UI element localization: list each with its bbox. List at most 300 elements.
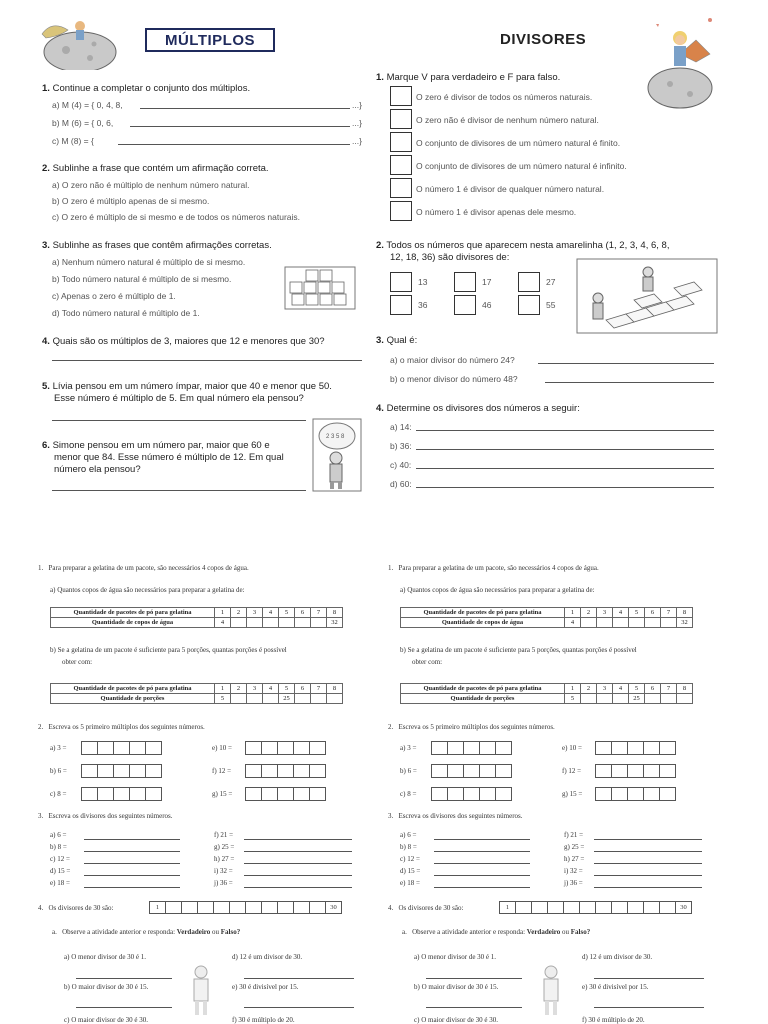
answer-line[interactable]	[594, 839, 702, 840]
answer-line[interactable]	[434, 851, 530, 852]
ws-q2-f: f) 12 =	[212, 767, 232, 775]
option-checkbox[interactable]	[454, 295, 476, 315]
ws-q2	[388, 723, 555, 731]
table-cell: 25	[279, 694, 295, 704]
ws-q1-b: b) Se a gelatina de um pacote é suficiente para 5 porções, quantas porções é possível	[400, 646, 637, 654]
table-cell: 3	[247, 608, 263, 618]
vf-item: O número 1 é divisor de qualquer número natural.	[416, 184, 605, 194]
table-cell: 3	[247, 684, 263, 694]
answer-line[interactable]	[434, 875, 530, 876]
ws-q1-a: a) Quantos copos de água são necessários para preparar a gelatina de:	[400, 586, 595, 594]
ws-q3-h: h) 27 =	[214, 855, 235, 863]
table-cell: 7	[661, 608, 677, 618]
option-13: 13	[418, 277, 428, 287]
q-text: Escreva os 5 primeiro múltiplos dos seguintes números.	[48, 723, 205, 731]
answer-line[interactable]	[52, 490, 306, 491]
vf-checkbox[interactable]	[390, 155, 412, 175]
tf-item: f) 30 é múltiplo de 20.	[582, 1016, 645, 1024]
ws-q3-b: b) 8 =	[50, 843, 67, 851]
divisors-of-30-boxes[interactable]	[150, 901, 342, 914]
vf-checkbox[interactable]	[390, 109, 412, 129]
divisores-q1	[376, 72, 560, 83]
option-27: 27	[546, 277, 556, 287]
vf-checkbox[interactable]	[390, 132, 412, 152]
bold-falso: Falso?	[570, 928, 591, 936]
q-text: Simone pensou em um número par, maior que 60 e	[52, 440, 270, 451]
divisores-q4	[376, 403, 580, 414]
q4-a: a) 14:	[390, 422, 412, 432]
answer-line[interactable]	[434, 887, 530, 888]
svg-text:2 3 5 8: 2 3 5 8	[326, 434, 345, 440]
divisores-q2	[376, 240, 669, 251]
q-text: Escreva os divisores dos seguintes números.	[398, 812, 523, 820]
ws-q1	[38, 564, 249, 572]
last-divisor: 30	[325, 901, 342, 914]
table-cell: 2	[231, 684, 247, 694]
table-cell: 7	[661, 684, 677, 694]
answer-line[interactable]	[434, 863, 530, 864]
child-illustration	[538, 962, 564, 1024]
item-letter: a.	[52, 928, 57, 936]
multiplos-q5	[42, 381, 332, 392]
answer-line[interactable]	[52, 420, 306, 421]
table-input-cell[interactable]	[279, 618, 295, 628]
tf-item: a) O menor divisor de 30 é 1.	[64, 953, 147, 961]
answer-line[interactable]	[84, 863, 180, 864]
q1-c-end: ...}	[352, 136, 362, 146]
table-input-cell[interactable]	[645, 694, 661, 704]
ws-q3-e: e) 18 =	[50, 879, 70, 887]
answer-line[interactable]	[594, 978, 704, 979]
table-cell: 8	[677, 608, 693, 618]
table-cell: 25	[629, 694, 645, 704]
answer-boxes[interactable]	[432, 787, 512, 801]
vf-checkbox[interactable]	[390, 201, 412, 221]
q1-c: c) M (8) = {	[52, 136, 94, 146]
q-number: 3.	[42, 240, 50, 251]
table-input-cell[interactable]	[263, 618, 279, 628]
multiplos-title: MÚLTIPLOS	[145, 28, 275, 52]
answer-line[interactable]	[416, 487, 714, 488]
q-number: 4.	[388, 904, 394, 912]
ws-q3-j: j) 36 =	[564, 879, 583, 887]
answer-line[interactable]	[594, 887, 702, 888]
answer-boxes[interactable]	[432, 741, 512, 755]
q2-c[interactable]: c) O zero é múltiplo de si mesmo e de todos os números naturais.	[52, 212, 301, 222]
q-number: 2.	[376, 240, 384, 251]
ws-q3-d: d) 15 =	[50, 867, 71, 875]
ws-q3-f: f) 21 =	[564, 831, 584, 839]
vf-item: O número 1 é divisor apenas dele mesmo.	[416, 207, 577, 217]
table-cell: 7	[311, 684, 327, 694]
multiplos-q3	[42, 240, 272, 251]
bold-verdadeiro: Verdadeiro	[176, 928, 211, 936]
q-text: Todos os números que aparecem nesta amarelinha (1, 2, 3, 4, 6, 8,	[386, 240, 670, 251]
instruction: Observe a atividade anterior e responda:	[62, 928, 176, 936]
option-checkbox[interactable]	[518, 272, 540, 292]
q2-text2: 12, 18, 36) são divisores de:	[390, 252, 510, 263]
q-text: Qual é:	[386, 335, 418, 346]
table-input-cell[interactable]	[327, 694, 343, 704]
tf-item: d) 12 é um divisor de 30.	[232, 953, 303, 961]
option-checkbox[interactable]	[518, 295, 540, 315]
tf-item: b) O maior divisor de 30 é 15.	[64, 983, 149, 991]
table-cell: 3	[597, 608, 613, 618]
q3-a[interactable]: a) Nenhum número natural é múltiplo de si mesmo.	[52, 257, 246, 267]
little-prince-illustration-right	[636, 10, 722, 110]
q-text: Escreva os 5 primeiro múltiplos dos seguintes números.	[398, 723, 555, 731]
tf-item: b) O maior divisor de 30 é 15.	[414, 983, 499, 991]
answer-line[interactable]	[416, 468, 714, 469]
table-input-cell[interactable]	[645, 618, 661, 628]
table-input-cell[interactable]	[581, 694, 597, 704]
option-checkbox[interactable]	[390, 272, 412, 292]
answer-line[interactable]	[416, 449, 714, 450]
q-number: 2.	[388, 723, 394, 731]
answer-line[interactable]	[594, 875, 702, 876]
tf-item: e) 30 é divisível por 15.	[232, 983, 299, 991]
table-cell: 4	[263, 608, 279, 618]
instruction: Observe a atividade anterior e responda:	[412, 928, 526, 936]
ws-q3-i: i) 32 =	[214, 867, 233, 875]
ws-q3-i: i) 32 =	[564, 867, 583, 875]
answer-boxes[interactable]	[596, 764, 676, 778]
table-input-cell[interactable]	[231, 618, 247, 628]
ws-q3-f: f) 21 =	[214, 831, 234, 839]
q-number: 1.	[38, 564, 44, 572]
table-input-cell[interactable]	[661, 694, 677, 704]
vf-checkbox[interactable]	[390, 86, 412, 106]
multiplos-q4	[42, 336, 325, 347]
ws-q3-d: d) 15 =	[400, 867, 421, 875]
table-cell: 6	[645, 608, 661, 618]
gelatina-porcoes-table	[50, 683, 343, 704]
ws-q3-g: g) 25 =	[564, 843, 585, 851]
table-cell: 1	[215, 684, 231, 694]
q-text: Marque V para verdadeiro e F para falso.	[386, 72, 561, 83]
hopscotch-illustration	[576, 258, 718, 334]
q-number: 2.	[42, 163, 50, 174]
ws-q2-b: b) 6 =	[400, 767, 417, 775]
ws-q4-a	[402, 928, 590, 936]
child-illustration	[188, 962, 214, 1024]
answer-line[interactable]	[84, 875, 180, 876]
answer-line[interactable]	[52, 360, 362, 361]
table-cell: 8	[327, 608, 343, 618]
answer-line[interactable]	[76, 978, 172, 979]
q-number: 6.	[42, 440, 50, 451]
gelatina-copos-table	[50, 607, 343, 628]
table-header: Quantidade de porções	[51, 694, 215, 704]
vf-checkbox[interactable]	[390, 178, 412, 198]
table-cell: 5	[565, 694, 581, 704]
option-36: 36	[418, 300, 428, 310]
table-input-cell[interactable]	[231, 694, 247, 704]
table-cell: 1	[565, 684, 581, 694]
answer-line[interactable]	[244, 851, 352, 852]
answer-line[interactable]	[426, 978, 522, 979]
worksheet-column-right	[388, 560, 728, 1024]
table-input-cell[interactable]	[295, 694, 311, 704]
table-cell: 1	[215, 608, 231, 618]
ws-q1-b2: obter com:	[62, 658, 93, 666]
ws-q2-c: c) 8 =	[50, 790, 67, 798]
vf-item: O zero é divisor de todos os números naturais.	[416, 92, 593, 102]
divisores-title: DIVISORES	[500, 31, 587, 48]
table-header: Quantidade de pacotes de pó para gelatina	[51, 684, 215, 694]
answer-boxes[interactable]	[82, 741, 162, 755]
q2-a[interactable]: a) O zero não é múltiplo de nenhum número natural.	[52, 180, 250, 190]
table-cell: 2	[581, 684, 597, 694]
worksheet-column-left	[38, 560, 378, 1024]
ws-q2-c: c) 8 =	[400, 790, 417, 798]
q-text: Quais são os múltiplos de 3, maiores que 12 e menores que 30?	[52, 336, 325, 347]
q-text: Lívia pensou em um número ímpar, maior que 40 e menor que 50.	[52, 381, 332, 392]
answer-line[interactable]	[118, 144, 350, 145]
option-55: 55	[546, 300, 556, 310]
answer-line[interactable]	[130, 126, 350, 127]
blocks-illustration	[284, 266, 356, 310]
multiplos-q1	[42, 83, 250, 94]
ws-q2	[38, 723, 205, 731]
table-cell: 32	[677, 618, 693, 628]
q-number: 2.	[38, 723, 44, 731]
ws-q3-a: a) 6 =	[50, 831, 67, 839]
table-cell: 5	[629, 608, 645, 618]
option-46: 46	[482, 300, 492, 310]
item-letter: a.	[402, 928, 407, 936]
table-cell: 3	[597, 684, 613, 694]
table-cell: 8	[677, 684, 693, 694]
q3-b: b) o menor divisor do número 48?	[390, 374, 518, 384]
table-input-cell[interactable]	[597, 694, 613, 704]
answer-line[interactable]	[434, 839, 530, 840]
option-checkbox[interactable]	[454, 272, 476, 292]
ws-q3-j: j) 36 =	[214, 879, 233, 887]
little-prince-planet-illustration-left	[32, 14, 128, 70]
q3-c[interactable]: c) Apenas o zero é múltiplo de 1.	[52, 291, 176, 301]
table-input-cell[interactable]	[629, 618, 645, 628]
tf-item: c) O maior divisor de 30 é 30.	[414, 1016, 498, 1024]
ws-q3	[388, 812, 523, 820]
connector: ou	[560, 928, 571, 936]
q-number: 3.	[376, 335, 384, 346]
answer-line[interactable]	[244, 978, 354, 979]
answer-boxes[interactable]	[82, 764, 162, 778]
q3-a: a) o maior divisor do número 24?	[390, 355, 515, 365]
answer-line[interactable]	[416, 430, 714, 431]
q4-d: d) 60:	[390, 479, 412, 489]
ws-q2-a: a) 3 =	[50, 744, 67, 752]
table-cell: 5	[215, 694, 231, 704]
table-input-cell[interactable]	[581, 618, 597, 628]
q1-b: b) M (6) = { 0, 6,	[52, 118, 114, 128]
ws-q1	[388, 564, 599, 572]
table-cell: 1	[565, 608, 581, 618]
q-number: 1.	[42, 83, 50, 94]
ws-q4-a	[52, 928, 240, 936]
answer-line[interactable]	[84, 887, 180, 888]
q1-b-end: ...}	[352, 118, 362, 128]
first-divisor: 1	[499, 901, 516, 914]
table-input-cell[interactable]	[311, 618, 327, 628]
answer-boxes[interactable]	[596, 741, 676, 755]
ws-q3-a: a) 6 =	[400, 831, 417, 839]
last-divisor: 30	[675, 901, 692, 914]
vf-item: O conjunto de divisores de um número natural é finito.	[416, 138, 621, 148]
ws-q3-h: h) 27 =	[564, 855, 585, 863]
ws-q1-b: b) Se a gelatina de um pacote é suficiente para 5 porções, quantas porções é possível	[50, 646, 287, 654]
table-input-cell[interactable]	[613, 694, 629, 704]
answer-boxes[interactable]	[596, 787, 676, 801]
table-header: Quantidade de pacotes de pó para gelatina	[401, 684, 565, 694]
divisors-of-30-boxes[interactable]	[500, 901, 692, 914]
table-input-cell[interactable]	[311, 694, 327, 704]
q2-b[interactable]: b) O zero é múltiplo apenas de si mesmo.	[52, 196, 210, 206]
ws-q4	[388, 904, 463, 912]
ws-q2-f: f) 12 =	[562, 767, 582, 775]
vf-item: O zero não é divisor de nenhum número natural.	[416, 115, 599, 125]
table-cell: 6	[645, 684, 661, 694]
table-cell: 5	[279, 684, 295, 694]
thinking-girl-illustration	[312, 418, 362, 492]
table-input-cell[interactable]	[263, 694, 279, 704]
q-text: Determine os divisores dos números a seguir:	[386, 403, 580, 414]
q-number: 3.	[38, 812, 44, 820]
q6-text3: número ela pensou?	[54, 464, 141, 475]
q-text: Continue a completar o conjunto dos múltiplos.	[52, 83, 251, 94]
table-cell: 4	[613, 684, 629, 694]
ws-q1-a: a) Quantos copos de água são necessários para preparar a gelatina de:	[50, 586, 245, 594]
table-cell: 6	[295, 684, 311, 694]
q6-text2: menor que 84. Esse número é múltiplo de 12. Em qual	[54, 452, 284, 463]
answer-boxes[interactable]	[432, 764, 512, 778]
answer-line[interactable]	[244, 887, 352, 888]
table-input-cell[interactable]	[677, 694, 693, 704]
q-text: Para preparar a gelatina de um pacote, são necessários 4 copos de água.	[398, 564, 599, 572]
ws-q2-a: a) 3 =	[400, 744, 417, 752]
answer-line[interactable]	[244, 1007, 354, 1008]
q-text: Os divisores de 30 são:	[398, 904, 464, 912]
ws-q2-e: e) 10 =	[562, 744, 582, 752]
answer-line[interactable]	[594, 1007, 704, 1008]
ws-q2-b: b) 6 =	[50, 767, 67, 775]
q-number: 1.	[388, 564, 394, 572]
table-cell: 2	[581, 608, 597, 618]
tf-item: e) 30 é divisível por 15.	[582, 983, 649, 991]
q3-b[interactable]: b) Todo número natural é múltiplo de si mesmo.	[52, 274, 232, 284]
table-input-cell[interactable]	[597, 618, 613, 628]
q-number: 4.	[38, 904, 44, 912]
ws-q3-c: c) 12 =	[50, 855, 70, 863]
ws-q3-e: e) 18 =	[400, 879, 420, 887]
answer-line[interactable]	[426, 1007, 522, 1008]
connector: ou	[210, 928, 221, 936]
table-input-cell[interactable]	[613, 618, 629, 628]
q3-d[interactable]: d) Todo número natural é múltiplo de 1.	[52, 308, 200, 318]
q-text: Sublinhe as frases que contêm afirmações corretas.	[52, 240, 272, 251]
answer-line[interactable]	[545, 382, 714, 383]
gelatina-copos-table	[400, 607, 693, 628]
table-cell: 7	[311, 608, 327, 618]
multiplos-q2	[42, 163, 269, 174]
answer-boxes[interactable]	[246, 787, 326, 801]
tf-item: f) 30 é múltiplo de 20.	[232, 1016, 295, 1024]
table-input-cell[interactable]	[247, 694, 263, 704]
answer-line[interactable]	[538, 363, 714, 364]
ws-q3	[38, 812, 173, 820]
table-header: Quantidade de copos de água	[51, 618, 215, 628]
divisores-q3	[376, 335, 417, 346]
q-number: 4.	[376, 403, 384, 414]
answer-boxes[interactable]	[246, 764, 326, 778]
bold-falso: Falso?	[220, 928, 241, 936]
q-text: Os divisores de 30 são:	[48, 904, 114, 912]
table-input-cell[interactable]	[247, 618, 263, 628]
q1-a: a) M (4) = { 0, 4, 8,	[52, 100, 123, 110]
answer-boxes[interactable]	[82, 787, 162, 801]
table-input-cell[interactable]	[661, 618, 677, 628]
answer-line[interactable]	[594, 863, 702, 864]
tf-item: d) 12 é um divisor de 30.	[582, 953, 653, 961]
vf-item: O conjunto de divisores de um número natural é infinito.	[416, 161, 627, 171]
tf-item: a) O menor divisor de 30 é 1.	[414, 953, 497, 961]
table-cell: 8	[327, 684, 343, 694]
first-divisor: 1	[149, 901, 166, 914]
table-cell: 2	[231, 608, 247, 618]
answer-line[interactable]	[594, 851, 702, 852]
table-cell: 32	[327, 618, 343, 628]
answer-line[interactable]	[140, 108, 350, 109]
answer-boxes[interactable]	[246, 741, 326, 755]
table-cell: 4	[565, 618, 581, 628]
option-checkbox[interactable]	[390, 295, 412, 315]
ws-q1-b2: obter com:	[412, 658, 443, 666]
q4-b: b) 36:	[390, 441, 412, 451]
q-text: Para preparar a gelatina de um pacote, são necessários 4 copos de água.	[48, 564, 249, 572]
q4-c: c) 40:	[390, 460, 412, 470]
ws-q2-g: g) 15 =	[562, 790, 583, 798]
answer-line[interactable]	[76, 1007, 172, 1008]
ws-q3-g: g) 25 =	[214, 843, 235, 851]
multiplos-q6	[42, 440, 270, 451]
ws-q4	[38, 904, 113, 912]
table-input-cell[interactable]	[295, 618, 311, 628]
table-header: Quantidade de copos de água	[401, 618, 565, 628]
table-cell: 4	[263, 684, 279, 694]
gelatina-porcoes-table	[400, 683, 693, 704]
ws-q3-b: b) 8 =	[400, 843, 417, 851]
table-header: Quantidade de pacotes de pó para gelatina	[401, 608, 565, 618]
answer-line[interactable]	[244, 875, 352, 876]
answer-line[interactable]	[244, 863, 352, 864]
answer-line[interactable]	[244, 839, 352, 840]
table-cell: 5	[279, 608, 295, 618]
answer-line[interactable]	[84, 851, 180, 852]
ws-q2-e: e) 10 =	[212, 744, 232, 752]
table-cell: 4	[613, 608, 629, 618]
answer-line[interactable]	[84, 839, 180, 840]
table-cell: 4	[215, 618, 231, 628]
q-number: 3.	[388, 812, 394, 820]
q-text: Escreva os divisores dos seguintes números.	[48, 812, 173, 820]
option-17: 17	[482, 277, 492, 287]
ws-q3-c: c) 12 =	[400, 855, 420, 863]
table-header: Quantidade de porções	[401, 694, 565, 704]
q-text: Sublinhe a frase que contém um afirmação correta.	[52, 163, 269, 174]
q-number: 5.	[42, 381, 50, 392]
q-number: 4.	[42, 336, 50, 347]
